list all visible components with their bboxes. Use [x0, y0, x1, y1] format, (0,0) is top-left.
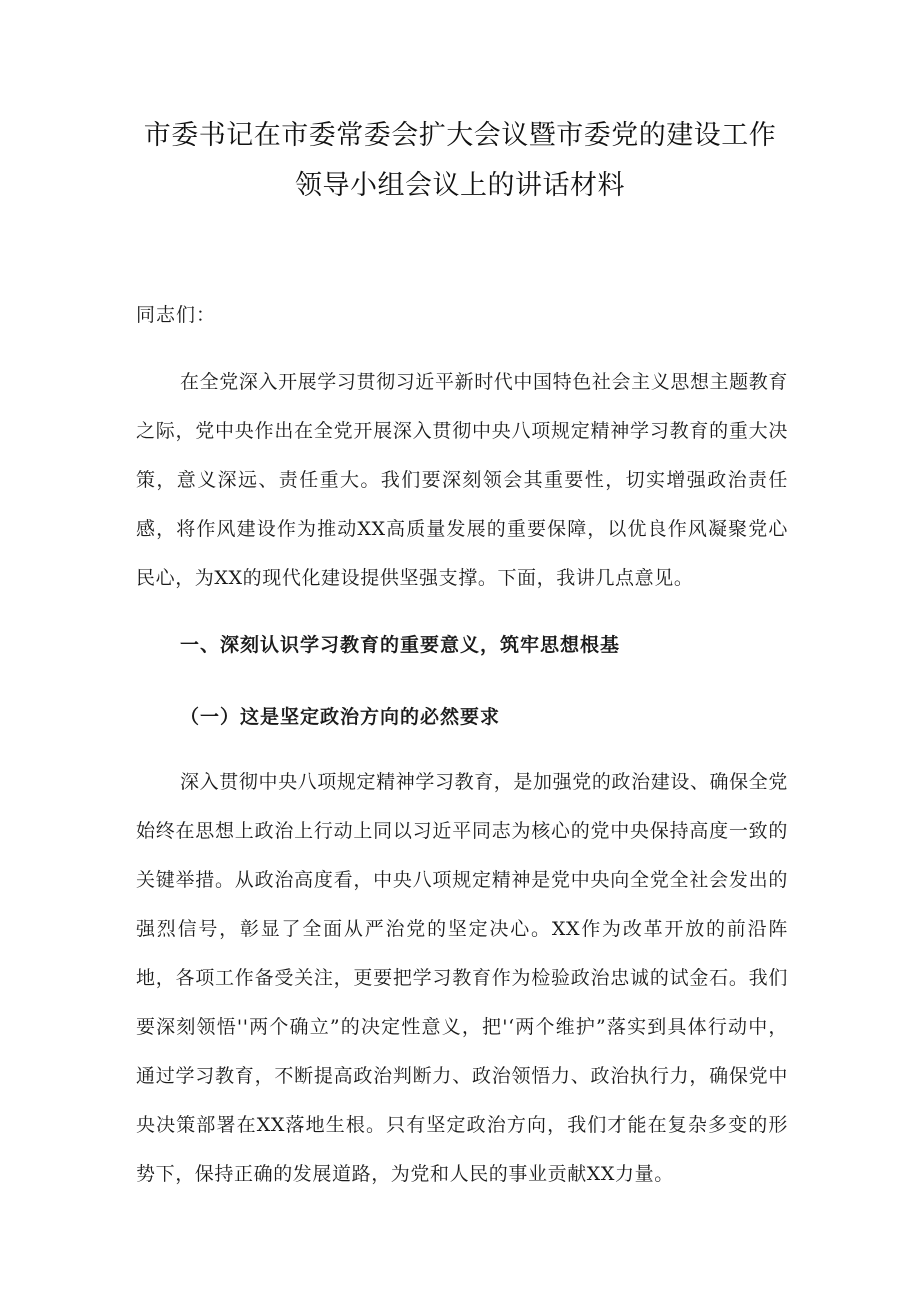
document-title-line-2: 领导小组会议上的讲话材料: [295, 170, 625, 201]
document-title-line-1: 市委书记在市委常委会扩大会议暨市委党的建设工作: [143, 120, 777, 151]
subsection-heading-1: （一）这是坚定政治方向的必然要求: [180, 706, 501, 728]
paragraph-political-direction: 深入贯彻中央八项规定精神学习教育，是加强党的政治建设、确保全党始终在思想上政治上行动上同以习近平同志为核心的党中央保持高度一致的关键举措。从政治高度看，中央八项规定精神是党中央向全党全社会发出的强烈信号，彰显了全面从严治党的坚定决心。XX作为改革开放的前沿阵地，各项工作备受关注，更要把学习教育作为检验政治忠诚的试金石。我们要深刻领悟''两个确立”的决定性意义，把'‘两个维护”落实到具体行动中，通过学习教育，不断提高政治判断力、政治领悟力、政治执行力，确保党中央决策部署在XX落地生根。只有坚定政治方向，我们才能在复杂多变的形势下，保持正确的发展道路，为党和人民的事业贡献XX力量。: [136, 771, 788, 1185]
section-heading-1: 一、深刻认识学习教育的重要意义，筑牢思想根基: [180, 634, 621, 656]
paragraph-intro: 在全党深入开展学习贯彻习近平新时代中国特色社会主义思想主题教育之际，党中央作出在全党开展深入贯彻中央八项规定精神学习教育的重大决策，意义深远、责任重大。我们要深刻领会其重要性，切实增强政治责任感，将作风建设作为推动XX高质量发展的重要保障，以优良作风凝聚党心民心，为XX的现代化建设提供坚强支撑。下面，我讲几点意见。: [136, 371, 788, 589]
salutation: 同志们：: [136, 304, 217, 326]
